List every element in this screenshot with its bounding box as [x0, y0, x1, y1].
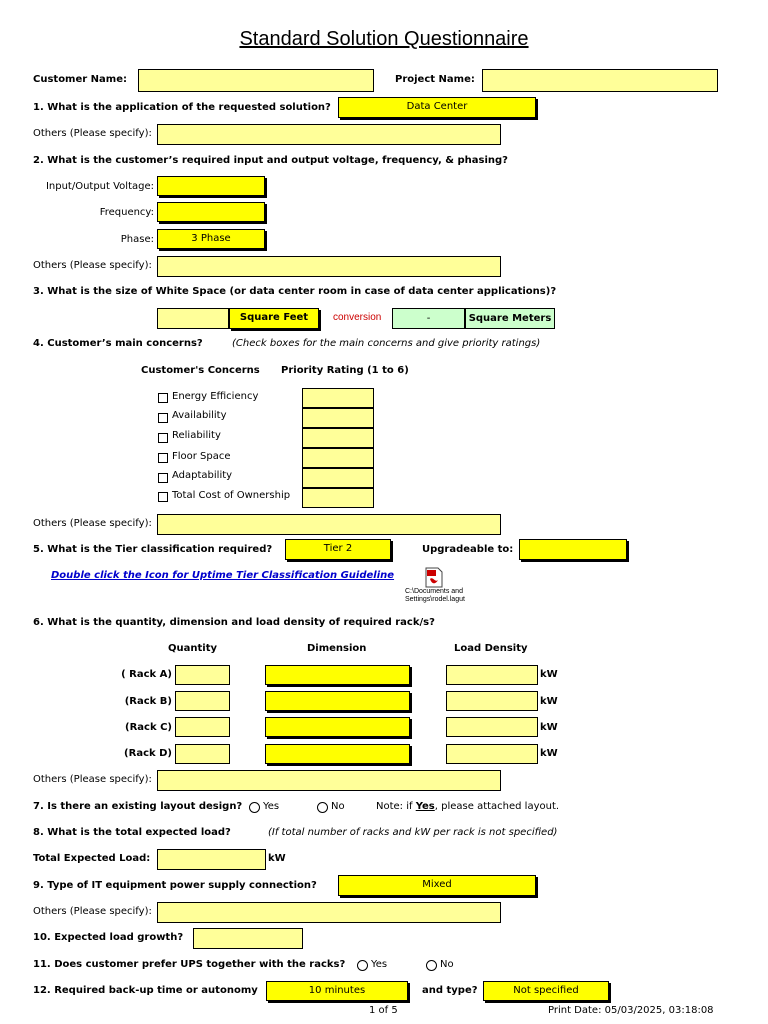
- concerns-column-header: Customer's Concerns: [141, 365, 260, 376]
- q10-label: 10. Expected load growth?: [33, 932, 184, 943]
- dimension-column-header: Dimension: [307, 643, 367, 654]
- q5-label: 5. What is the Tier classification required?: [33, 544, 273, 555]
- tier-guideline-link[interactable]: Double click the Icon for Uptime Tier Classification Guideline: [51, 570, 395, 581]
- checkbox-reliability[interactable]: [158, 433, 168, 443]
- q1-label: 1. What is the application of the requested solution?: [33, 102, 331, 113]
- upgradeable-dropdown[interactable]: [519, 539, 627, 560]
- voltage-label: Input/Output Voltage:: [45, 181, 154, 192]
- q8-label: 8. What is the total expected load?: [33, 827, 231, 838]
- rack-d-load-field[interactable]: [446, 744, 538, 764]
- q2-others-label: Others (Please specify):: [33, 260, 152, 271]
- q8-note: (If total number of racks and kW per rack is not specified): [268, 827, 558, 838]
- pdf-file-icon[interactable]: [424, 567, 444, 588]
- voltage-dropdown[interactable]: [157, 176, 265, 196]
- concern-label: Availability: [172, 410, 227, 421]
- square-feet-field[interactable]: [157, 308, 229, 329]
- priority-field-availability[interactable]: [302, 408, 374, 428]
- q2-others-field[interactable]: [157, 256, 501, 277]
- q6-others-field[interactable]: [157, 770, 501, 791]
- tier-dropdown[interactable]: Tier 2: [285, 539, 391, 560]
- project-name-field[interactable]: [482, 69, 718, 92]
- load-density-column-header: Load Density: [454, 643, 528, 654]
- layout-note-yes: Yes: [415, 801, 435, 812]
- ups-yes-label: Yes: [371, 959, 388, 970]
- rack-c-unit: kW: [540, 722, 558, 733]
- frequency-dropdown[interactable]: [157, 202, 265, 222]
- frequency-label: Frequency:: [99, 207, 154, 218]
- application-dropdown[interactable]: Data Center: [338, 97, 536, 118]
- layout-note: [376, 801, 559, 812]
- priority-field-energy-efficiency[interactable]: [302, 388, 374, 408]
- layout-yes-label: Yes: [263, 801, 280, 812]
- concern-label: Floor Space: [172, 451, 231, 462]
- total-load-label: Total Expected Load:: [33, 853, 151, 864]
- square-feet-unit[interactable]: Square Feet: [229, 308, 319, 329]
- rack-a-quantity-field[interactable]: [175, 665, 230, 685]
- page-title: Standard Solution Questionnaire: [239, 28, 529, 50]
- backup-type-dropdown[interactable]: Not specified: [483, 981, 609, 1001]
- pdf-caption-line1: C:\Documents and: [405, 588, 463, 595]
- q12-label: 12. Required back-up time or autonomy: [33, 985, 258, 996]
- ups-yes-radio[interactable]: [357, 960, 368, 971]
- priority-field-reliability[interactable]: [302, 428, 374, 448]
- rack-a-dimension-dropdown[interactable]: [265, 665, 410, 685]
- q1-others-field[interactable]: [157, 124, 501, 145]
- pdf-caption-line2: Settings\rodel.lagut: [405, 596, 465, 603]
- backup-time-dropdown[interactable]: 10 minutes: [266, 981, 408, 1001]
- priority-field-total-cost-of-ownership[interactable]: [302, 488, 374, 508]
- q6-others-label: Others (Please specify):: [33, 774, 152, 785]
- priority-column-header: Priority Rating (1 to 6): [281, 365, 409, 376]
- rack-d-quantity-field[interactable]: [175, 744, 230, 764]
- rack-d-dimension-dropdown[interactable]: [265, 744, 410, 764]
- rack-c-load-field[interactable]: [446, 717, 538, 737]
- square-meters-unit: Square Meters: [465, 308, 555, 329]
- rack-b-dimension-dropdown[interactable]: [265, 691, 410, 711]
- q1-others-label: Others (Please specify):: [33, 128, 152, 139]
- priority-field-floor-space[interactable]: [302, 448, 374, 468]
- rack-c-quantity-field[interactable]: [175, 717, 230, 737]
- rack-d-label: (Rack D): [124, 748, 172, 759]
- phase-dropdown[interactable]: 3 Phase: [157, 229, 265, 249]
- rack-a-unit: kW: [540, 669, 558, 680]
- q4-others-label: Others (Please specify):: [33, 518, 152, 529]
- q9-label: 9. Type of IT equipment power supply connection?: [33, 880, 317, 891]
- layout-no-label: No: [331, 801, 345, 812]
- q6-label: 6. What is the quantity, dimension and load density of required rack/s?: [33, 617, 435, 628]
- rack-c-label: (Rack C): [125, 722, 172, 733]
- conversion-label: conversion: [333, 312, 382, 323]
- concern-label: Reliability: [172, 430, 221, 441]
- rack-a-label: ( Rack A): [121, 669, 172, 680]
- rack-a-load-field[interactable]: [446, 665, 538, 685]
- rack-b-quantity-field[interactable]: [175, 691, 230, 711]
- print-date: Print Date: 05/03/2025, 03:18:08: [548, 1005, 714, 1016]
- q4-label: 4. Customer’s main concerns?: [33, 338, 203, 349]
- rack-d-unit: kW: [540, 748, 558, 759]
- total-load-unit: kW: [268, 853, 286, 864]
- checkbox-energy-efficiency[interactable]: [158, 393, 168, 403]
- total-load-field[interactable]: [157, 849, 266, 870]
- q11-label: 11. Does customer prefer UPS together with the racks?: [33, 959, 346, 970]
- layout-yes-radio[interactable]: [249, 802, 260, 813]
- project-name-label: Project Name:: [395, 74, 475, 85]
- rack-c-dimension-dropdown[interactable]: [265, 717, 410, 737]
- upgradeable-label: Upgradeable to:: [422, 544, 514, 555]
- checkbox-adaptability[interactable]: [158, 473, 168, 483]
- q2-label: 2. What is the customer’s required input and output voltage, frequency, & phasing?: [33, 155, 508, 166]
- load-growth-field[interactable]: [193, 928, 303, 949]
- checkbox-total-cost-of-ownership[interactable]: [158, 492, 168, 502]
- layout-note-prefix: Note: if: [376, 801, 416, 812]
- concern-label: Adaptability: [172, 470, 233, 481]
- customer-name-field[interactable]: [138, 69, 374, 92]
- ups-no-label: No: [440, 959, 454, 970]
- concern-label: Energy Efficiency: [172, 391, 259, 402]
- priority-field-adaptability[interactable]: [302, 468, 374, 488]
- layout-note-suffix: , please attached layout.: [434, 801, 560, 812]
- checkbox-floor-space[interactable]: [158, 453, 168, 463]
- checkbox-availability[interactable]: [158, 413, 168, 423]
- q4-note: (Check boxes for the main concerns and give priority ratings): [232, 338, 541, 349]
- rack-b-load-field[interactable]: [446, 691, 538, 711]
- square-meters-value: -: [392, 308, 465, 329]
- rack-b-unit: kW: [540, 696, 558, 707]
- quantity-column-header: Quantity: [168, 643, 217, 654]
- q9-others-field[interactable]: [157, 902, 501, 923]
- ups-no-radio[interactable]: [426, 960, 437, 971]
- q7-label: 7. Is there an existing layout design?: [33, 801, 243, 812]
- power-supply-dropdown[interactable]: Mixed: [338, 875, 536, 896]
- customer-name-label: Customer Name:: [33, 74, 127, 85]
- phase-label: Phase:: [120, 234, 154, 245]
- rack-b-label: (Rack B): [124, 696, 172, 707]
- q9-others-label: Others (Please specify):: [33, 906, 152, 917]
- q4-others-field[interactable]: [157, 514, 501, 535]
- page-number: 1 of 5: [369, 1005, 398, 1016]
- q3-label: 3. What is the size of White Space (or data center room in case of data center applications)?: [33, 286, 557, 297]
- backup-type-label: and type?: [422, 985, 478, 996]
- concern-label: Total Cost of Ownership: [172, 490, 291, 501]
- layout-no-radio[interactable]: [317, 802, 328, 813]
